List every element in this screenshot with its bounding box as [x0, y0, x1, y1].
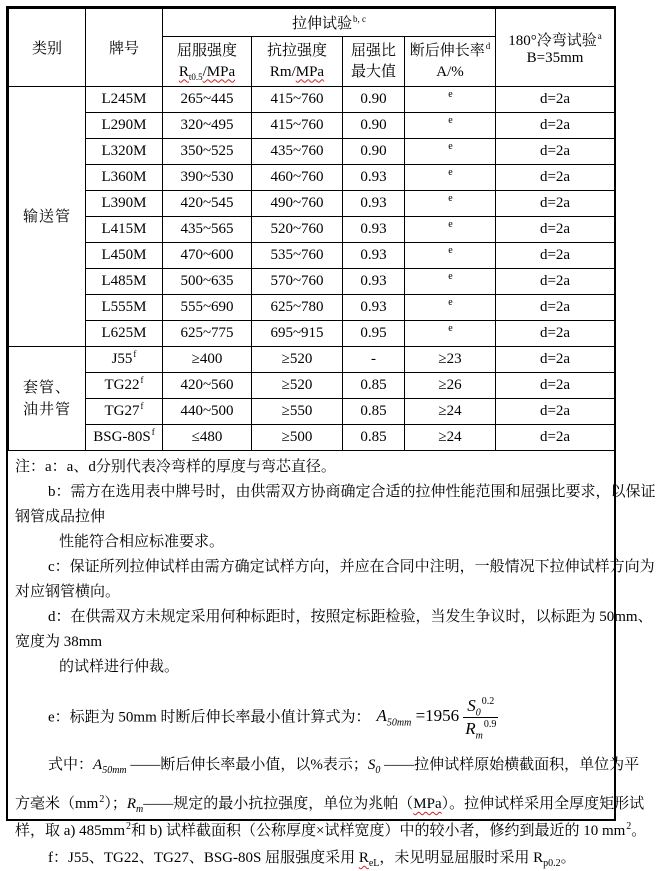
tensile-group-superscript: b, c	[353, 14, 367, 24]
elongation-title: 断后伸长率	[409, 42, 485, 59]
ratio-max-cell: 0.85	[343, 425, 405, 451]
grade-cell: L360M	[86, 165, 163, 191]
table-row	[9, 191, 615, 217]
header-tensile-group	[163, 9, 496, 37]
ratio-max-cell: 0.85	[343, 373, 405, 399]
footnote-where-line-2: 方毫米$(mm^2)$；$R_m——$规定的最小抗拉强度，单位为兆帕（MPa）。拉伸试样采用全厚度矩形试	[15, 794, 645, 815]
note-line: c：保证所列拉伸试样由需方确定试样方向，并应在合同中注明，一般情况下拉伸试样方向为	[48, 559, 655, 575]
mechanical-properties-table	[8, 8, 615, 451]
header-elongation	[405, 37, 496, 87]
yield-strength-cell: 500~635	[163, 269, 252, 295]
table-row	[9, 295, 615, 321]
grade-cell: L390M	[86, 191, 163, 217]
cold-bend-cell: d=2a	[496, 269, 615, 295]
yield-strength-cell: 390~530	[163, 165, 252, 191]
ratio-max-cell: -	[343, 347, 405, 373]
ratio-max-cell: 0.93	[343, 191, 405, 217]
tensile-strength-cell: ≥520	[252, 373, 343, 399]
table-row	[9, 373, 615, 399]
yield-title: 屈服强度	[176, 42, 237, 59]
note-line: 性能符合相应标准要求。	[59, 534, 225, 550]
yield-strength-cell: 350~525	[163, 139, 252, 165]
table-row	[9, 269, 615, 295]
ratio-max-cell: 0.93	[343, 217, 405, 243]
ratio-max-cell: 0.90	[343, 87, 405, 113]
elongation-cell: ≥24	[405, 399, 496, 425]
cold-bend-cell: d=2a	[496, 243, 615, 269]
ratio-max-cell: 0.93	[343, 243, 405, 269]
grade-cell: L245M	[86, 87, 163, 113]
footnote-f-line: f：J55、TG22、TG27、BSG-80S 屈服强度采用 $R_{eL}$，未见明显屈服时采用 $R_{p0.2}$。	[48, 850, 576, 869]
yield-symbol: $R_{t0.5}$/MPa	[178, 63, 236, 82]
table-row	[9, 113, 615, 139]
grade-cell: L450M	[86, 243, 163, 269]
cold-bend-cell: d=2a	[496, 295, 615, 321]
elongation-cell: ≥26	[405, 373, 496, 399]
cold-bend-cell: d=2a	[496, 113, 615, 139]
table-row	[9, 87, 615, 113]
cold-bend-cell: d=2a	[496, 373, 615, 399]
header-cold-bend	[496, 9, 615, 87]
grade-cell: L625M	[86, 321, 163, 347]
spec-table-document	[6, 6, 656, 869]
elongation-cell: e	[405, 321, 496, 347]
tensile-strength-cell: 625~780	[252, 295, 343, 321]
table-row	[9, 399, 615, 425]
ratio-max-cell: 0.90	[343, 139, 405, 165]
elongation-formula: $A_{50mm} =1956$ $\frac{S_0^{0.2}}{R_m^{0.9}}$	[376, 696, 497, 742]
footnote-where-line-1: 式中：$A_{50mm}$ ——断后伸长率最小值，以%表示；$S_0$ ——拉伸试样原始横截面积，单位为平	[48, 757, 640, 776]
tensile-strength-cell: 460~760	[252, 165, 343, 191]
tensile-strength-cell: ≥520	[252, 347, 343, 373]
table-row	[9, 165, 615, 191]
note-line: d：在供需双方未规定采用何种标距时，按照定标距检验，当发生争议时，以标距为 50mm、	[48, 609, 653, 625]
tensile-strength-cell: 520~760	[252, 217, 343, 243]
ratio-max-cell: 0.93	[343, 295, 405, 321]
footnote-e-formula	[15, 696, 607, 742]
yield-strength-cell: ≤480	[163, 425, 252, 451]
elongation-cell: e	[405, 191, 496, 217]
ratio-max-cell: 0.85	[343, 399, 405, 425]
grade-cell: L415M	[86, 217, 163, 243]
yield-strength-cell: ≥400	[163, 347, 252, 373]
footnotes-section	[8, 451, 656, 871]
ratio-title: 屈强比	[350, 42, 396, 59]
mpa-spellcheck: MPa	[413, 796, 442, 812]
ratio-max-cell: 0.90	[343, 113, 405, 139]
note-line: 注：a：a、d分别代表冷弯样的厚度与弯芯直径。	[15, 459, 336, 475]
cold-bend-title: 180°冷弯试验	[508, 32, 597, 49]
note-line: 钢管成品拉伸	[15, 509, 106, 525]
yield-strength-cell: 420~560	[163, 373, 252, 399]
footnote-where-line-3: 样，取 a) $485mm^2$和 b) 试样截面积（公称厚度×试样宽度）中的较小者，修约到最近的 10 $mm^2$。	[15, 821, 647, 839]
tensile-strength-cell: ≥500	[252, 425, 343, 451]
grade-cell: TG27$^f$	[86, 399, 163, 425]
yield-strength-cell: 435~565	[163, 217, 252, 243]
tensile-title: 抗拉强度	[266, 42, 327, 59]
table-row	[9, 139, 615, 165]
rel-spellcheck: $R_{eL}$	[358, 850, 380, 869]
ratio-max-cell: 0.93	[343, 165, 405, 191]
table-row	[9, 321, 615, 347]
grade-cell: L290M	[86, 113, 163, 139]
table-row	[9, 425, 615, 451]
header-yield-strength	[163, 37, 252, 87]
grade-cell: BSG-$80S^f$	[86, 425, 163, 451]
table-row	[9, 347, 615, 373]
elongation-cell: ≥24	[405, 425, 496, 451]
elongation-cell: ≥23	[405, 347, 496, 373]
elongation-cell: e	[405, 165, 496, 191]
tensile-strength-cell: 490~760	[252, 191, 343, 217]
cold-bend-cell: d=2a	[496, 191, 615, 217]
cold-bend-cell: d=2a	[496, 399, 615, 425]
cold-bend-cell: d=2a	[496, 425, 615, 451]
ratio-subtitle: 最大值	[350, 63, 396, 80]
tensile-symbol: Rm/	[269, 63, 296, 80]
tensile-strength-cell: 435~760	[252, 139, 343, 165]
cold-bend-cell: d=2a	[496, 347, 615, 373]
tensile-strength-cell: 570~760	[252, 269, 343, 295]
elongation-symbol: A/%	[436, 63, 464, 80]
header-category: 类别	[9, 9, 86, 87]
grade-cell: L320M	[86, 139, 163, 165]
table-row	[9, 217, 615, 243]
cold-bend-subtitle: B=35mm	[526, 49, 584, 66]
header-tensile-strength	[252, 37, 343, 87]
tensile-group-label: 拉伸试验	[292, 16, 353, 32]
cold-bend-cell: d=2a	[496, 139, 615, 165]
cold-bend-cell: d=2a	[496, 217, 615, 243]
header-ratio-max	[343, 37, 405, 87]
yield-strength-cell: 470~600	[163, 243, 252, 269]
note-line: 宽度为 38mm	[15, 634, 103, 650]
cold-bend-superscript: a	[597, 30, 602, 41]
header-row-1	[9, 9, 615, 37]
table-row	[9, 243, 615, 269]
elongation-cell: e	[405, 113, 496, 139]
yield-strength-cell: 420~545	[163, 191, 252, 217]
yield-strength-cell: 555~690	[163, 295, 252, 321]
cold-bend-cell: d=2a	[496, 165, 615, 191]
yield-strength-cell: 625~775	[163, 321, 252, 347]
note-line: b：需方在选用表中牌号时，由供需双方协商确定合适的拉伸性能范围和屈强比要求，以保证	[48, 484, 656, 500]
note-line: 的试样进行仲裁。	[59, 659, 180, 675]
ratio-max-cell: 0.95	[343, 321, 405, 347]
yield-strength-cell: 320~495	[163, 113, 252, 139]
header-grade: 牌号	[86, 9, 163, 87]
elongation-cell: e	[405, 217, 496, 243]
tensile-symbol-unit: MPa	[295, 63, 325, 80]
formula-prefix: e：标距为 50mm 时断后伸长率最小值计算式为：	[48, 709, 371, 726]
tensile-strength-cell: ≥550	[252, 399, 343, 425]
tensile-strength-cell: 415~760	[252, 113, 343, 139]
grade-cell: L555M	[86, 295, 163, 321]
elongation-superscript: d	[485, 40, 491, 51]
elongation-cell: e	[405, 87, 496, 113]
grade-cell: L485M	[86, 269, 163, 295]
yield-strength-cell: 265~445	[163, 87, 252, 113]
category-cell: 套管、 油井管	[9, 347, 86, 451]
note-line: 对应钢管横向。	[15, 584, 121, 600]
tensile-strength-cell: 415~760	[252, 87, 343, 113]
footnote-plain-lines	[15, 455, 656, 680]
cold-bend-cell: d=2a	[496, 321, 615, 347]
ratio-max-cell: 0.93	[343, 269, 405, 295]
grade-cell: J55$^f$	[86, 347, 163, 373]
cold-bend-cell: d=2a	[496, 87, 615, 113]
tensile-strength-cell: 535~760	[252, 243, 343, 269]
yield-strength-cell: 440~500	[163, 399, 252, 425]
elongation-cell: e	[405, 295, 496, 321]
elongation-cell: e	[405, 243, 496, 269]
elongation-cell: e	[405, 139, 496, 165]
tensile-strength-cell: 695~915	[252, 321, 343, 347]
category-cell: 输送管	[9, 87, 86, 347]
elongation-cell: e	[405, 269, 496, 295]
grade-cell: TG22$^f$	[86, 373, 163, 399]
